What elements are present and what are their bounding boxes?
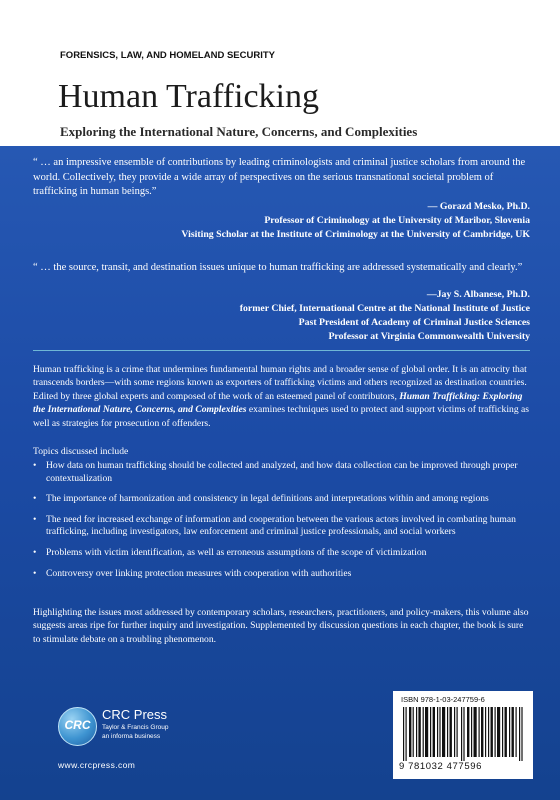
description-paragraph: [33, 363, 530, 430]
publisher-group: Taylor & Francis Group: [102, 724, 169, 731]
attribution-line: former Chief, International Centre at the National Institute of Justice: [239, 303, 530, 314]
publisher-tagline: an informa business: [102, 733, 161, 740]
list-item: • Problems with victim identification, as well as erroneous assumptions of the scope of victimization: [33, 547, 530, 560]
description-book-title: Human Trafficking: Exploring the International Nature, Concerns, and Complexities: [33, 390, 523, 416]
attribution-line: Visiting Scholar at the Institute of Criminology at the University of Cambridge, UK: [181, 229, 530, 240]
description-text: Human trafficking is a crime that undermines fundamental human rights and a broader sense of global order. It is an atrocity that transcends borders—with some regions known as exporters of trafficking victims and others recognized as destination countries. Edited by three global experts and composed of the work of an esteemed panel of contributors,: [33, 364, 527, 402]
attribution-name: — Gorazd Mesko, Ph.D.: [427, 201, 530, 212]
attribution-line: Past President of Academy of Criminal Justice Sciences: [298, 317, 530, 328]
crc-logo-icon: [58, 707, 97, 746]
attribution-mesko: [181, 200, 530, 242]
isbn-label: ISBN 978-1-03-247759-6: [401, 695, 485, 704]
list-item: • The need for increased exchange of information and cooperation between the various actors involved in combating human trafficking, including investigators, law enforcement and criminal justice professionals, and social workers: [33, 514, 530, 539]
barcode-box: [393, 691, 533, 779]
section-divider: [33, 350, 530, 351]
description-text-end: examines techniques used to protect and support victims of trafficking as well as strategies for prosecution of offenders.: [33, 404, 530, 429]
attribution-line: Professor at Virginia Commonwealth University: [328, 331, 530, 342]
attribution-name: —Jay S. Albanese, Ph.D.: [426, 289, 530, 300]
book-title: Human Trafficking: [58, 78, 319, 115]
list-item: • The importance of harmonization and consistency in legal definitions and interpretations within and among regions: [33, 493, 530, 506]
book-subtitle: Exploring the International Nature, Concerns, and Complexities: [60, 124, 418, 139]
topics-list: [33, 460, 530, 588]
publisher-website: www.crcpress.com: [58, 760, 136, 770]
series-label: FORENSICS, LAW, AND HOMELAND SECURITY: [60, 50, 275, 61]
closing-paragraph: Highlighting the issues most addressed by contemporary scholars, researchers, practitioners, and policy-makers, this volume also suggests areas ripe for further inquiry and investigation. Supplemented by discussion questions in each chapter, the book is sure to stimulate debate on a troubling phenomenon.: [33, 607, 529, 645]
attribution-line: Professor of Criminology at the University of Maribor, Slovenia: [264, 215, 530, 226]
list-item: • Controversy over linking protection measures with cooperation with authorities: [33, 568, 530, 581]
barcode-digits: 9 781032 477596: [399, 761, 482, 772]
list-item: • How data on human trafficking should be collected and analyzed, and how data collection can be improved through proper contextualization: [33, 460, 530, 485]
barcode-icon: [399, 707, 527, 761]
attribution-albanese: [240, 288, 530, 344]
quote-albanese: “ … the source, transit, and destination issues unique to human trafficking are addressed systematically and clearly.”: [33, 262, 523, 273]
logo-text: CRC: [64, 718, 91, 732]
topics-heading: Topics discussed include: [33, 446, 129, 457]
quote-mesko: “ … an impressive ensemble of contributions by leading criminologists and criminal justice scholars from around the world. Collectively, they provide a wide array of perspectives on the serious transnational societal problem of trafficking in human beings.”: [33, 157, 526, 197]
publisher-name: CRC Press: [102, 707, 168, 722]
